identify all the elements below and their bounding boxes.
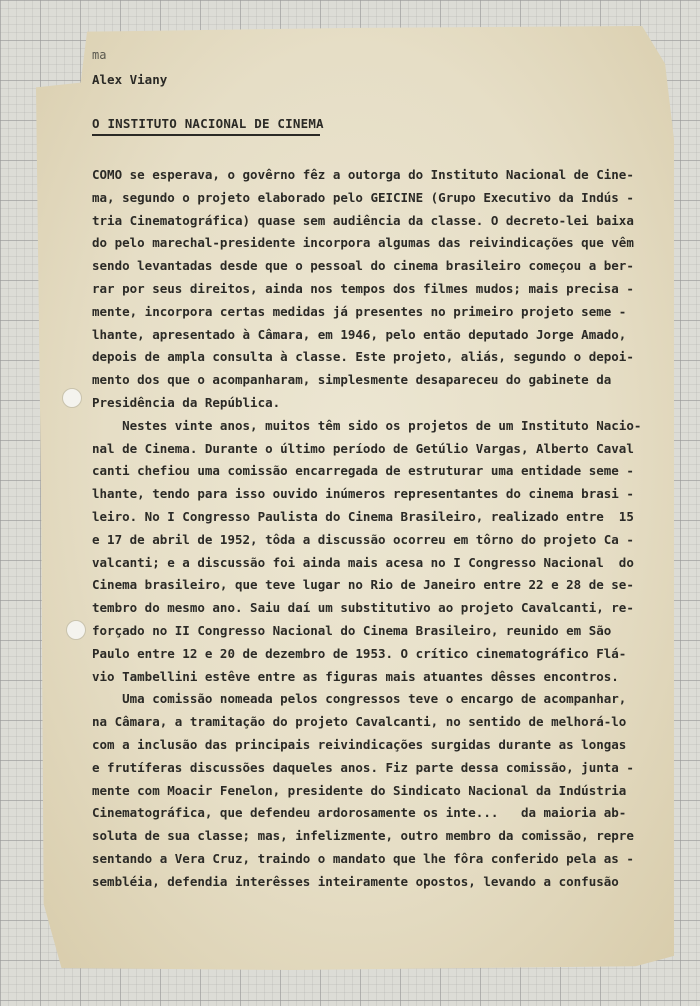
text-line: na Câmara, a tramitação do projeto Cavalcanti, no sentido de melhorá-lo: [92, 714, 627, 730]
author-name: Alex Viany: [92, 72, 168, 87]
text-line: vio Tambellini estêve entre as figuras mais atuantes dêsses encontros.: [92, 668, 619, 684]
text-line: Uma comissão nomeada pelos congressos teve o encargo de acompanhar,: [92, 691, 627, 707]
body-text: [92, 164, 642, 894]
text-line: Presidência da República.: [92, 394, 281, 410]
text-line: sembléia, defendia interêsses inteiramente opostos, levando a confusão: [92, 873, 619, 889]
header-fragment: ma: [92, 48, 107, 62]
text-line: mento dos que o acompanharam, simplesmente desapareceu do gabinete da: [92, 372, 612, 388]
text-line: canti chefiou uma comissão encarregada de estruturar uma entidade seme -: [92, 463, 634, 479]
text-line: valcanti; e a discussão foi ainda mais acesa no I Congresso Nacional do: [92, 554, 634, 570]
title-underline: [92, 134, 320, 136]
text-line: mente, incorpora certas medidas já presentes no primeiro projeto seme -: [92, 303, 627, 319]
text-line: tria Cinematográfica) quase sem audiência da classe. O decreto-lei baixa: [92, 212, 634, 228]
text-line: rar por seus direitos, ainda nos tempos dos filmes mudos; mais precisa -: [92, 280, 634, 296]
title-block: [92, 116, 324, 136]
text-line: forçado no II Congresso Nacional do Cinema Brasileiro, reunido em São: [92, 622, 612, 638]
text-line: lhante, tendo para isso ouvido inúmeros representantes do cinema brasi -: [92, 486, 634, 502]
text-line: ma, segundo o projeto elaborado pelo GEICINE (Grupo Executivo da Indús -: [92, 189, 634, 205]
text-line: tembro do mesmo ano. Saiu daí um substitutivo ao projeto Cavalcanti, re-: [92, 600, 634, 616]
text-line: e 17 de abril de 1952, tôda a discussão ocorreu em tôrno do projeto Ca -: [92, 531, 634, 547]
text-line: leiro. No I Congresso Paulista do Cinema Brasileiro, realizado entre 15: [92, 508, 634, 524]
text-line: Nestes vinte anos, muitos têm sido os projetos de um Instituto Nacio-: [92, 417, 642, 433]
text-line: e frutíferas discussões daqueles anos. Fiz parte dessa comissão, junta -: [92, 759, 634, 775]
text-line: nal de Cinema. Durante o último período de Getúlio Vargas, Alberto Caval: [92, 440, 634, 456]
text-line: Paulo entre 12 e 20 de dezembro de 1953. O crítico cinematográfico Flá-: [92, 645, 627, 661]
text-line: soluta de sua classe; mas, infelizmente, outro membro da comissão, repre: [92, 828, 634, 844]
text-line: mente com Moacir Fenelon, presidente do Sindicato Nacional da Indústria: [92, 782, 627, 798]
document-title: O INSTITUTO NACIONAL DE CINEMA: [92, 116, 324, 131]
text-line: sentando a Vera Cruz, traindo o mandato que lhe fôra conferido pela as -: [92, 850, 634, 866]
text-line: Cinema brasileiro, que teve lugar no Rio de Janeiro entre 22 e 28 de se-: [92, 577, 634, 593]
text-line: lhante, apresentado à Câmara, em 1946, pelo então deputado Jorge Amado,: [92, 326, 627, 342]
text-line: COMO se esperava, o govêrno fêz a outorga do Instituto Nacional de Cine-: [92, 167, 634, 182]
text-line: com a inclusão das principais reivindicações surgidas durante as longas: [92, 736, 627, 752]
text-line: depois de ampla consulta à classe. Este projeto, aliás, segundo o depoi-: [92, 349, 634, 365]
text-line: do pelo marechal-presidente incorpora algumas das reivindicações que vêm: [92, 235, 634, 251]
text-line: Cinematográfica, que defendeu ardorosamente os inte... da maioria ab-: [92, 805, 627, 821]
text-line: sendo levantadas desde que o pessoal do cinema brasileiro começou a ber-: [92, 258, 634, 274]
